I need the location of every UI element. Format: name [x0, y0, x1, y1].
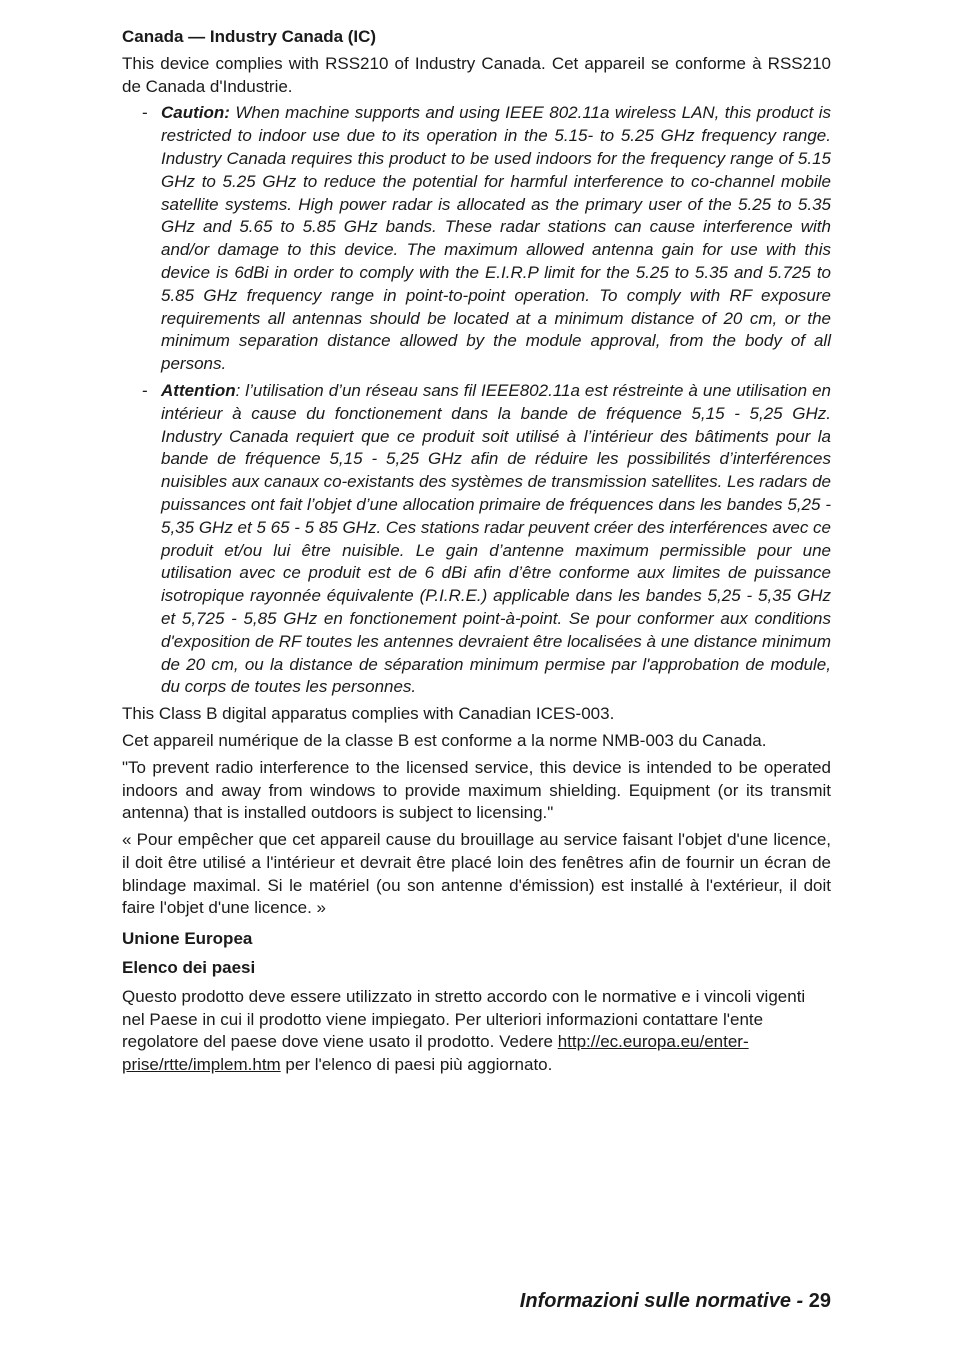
attention-label: Attention [161, 380, 236, 400]
licensing-english: "To prevent radio interference to the licensed service, this device is intended to be operated indoors and away from windows to provide maximum shielding. Equipment (or its transmit antenna) that is installed outdoors is subject to licensing." [122, 757, 831, 823]
class-b-french: Cet appareil numérique de la classe B est conforme a la norme NMB-003 du Canada. [122, 730, 767, 750]
caution-label: Caution: [161, 103, 230, 123]
eu-implementation-link[interactable]: http://ec.europa.eu/enterprise/rtte/implem.htm [122, 1032, 749, 1075]
class-b-english: This Class B digital apparatus complies with Canadian ICES-003. [122, 704, 615, 724]
page-number: 29 [808, 1290, 831, 1312]
caution-text: When machine supports and using IEEE 802.11a wireless LAN, this product is restricted to indoor use due to its operation in the 5.15- to 5.25 GHz frequency range. Industry Canada requires this product to be used indoors for the frequency range of 5.15 GHz to 5.25 GHz to reduce the potential for harmful interference to co-channel mobile satellite systems. High power radar is allocated as the primary user of the 5.25 to 5.35 GHz and 5.65 to 5.85 GHz bands. These radar stations can cause interference with and/or damage to this device. The maximum allowed antenna gain for use with this device is 6dBi in order to comply with the E.I.R.P limit for the 5.25 to 5.35 and 5.725 to 5.85 GHz frequency range in point-to-point operation. To comply with RF exposure requirements all antennas should be located at a minimum distance of 20 cm, or the minimum separation distance allowed by the module approval, from the body of all persons. [161, 103, 831, 374]
eu-heading: Unione Europea [122, 929, 253, 949]
canada-intro: This device complies with RSS210 of Industry Canada. Cet appareil se conforme à RSS210 de Canada d'Industrie. [122, 53, 831, 96]
caution-note [122, 102, 831, 376]
list-dash: - [142, 103, 148, 123]
eu-text-after: per l'elenco di paesi più aggiornato. [280, 1055, 553, 1075]
eu-paragraph [122, 986, 831, 1077]
country-list-heading: Elenco dei paesi [122, 958, 256, 978]
canada-heading: Canada — Industry Canada (IC) [122, 27, 377, 46]
attention-note [122, 380, 831, 699]
eu-text-before: Questo prodotto deve essere utilizzato in stretto accordo con le normative e i vincoli vigenti nel Paese in cui il prodotto viene impiegato. Per ulteriori informazioni contattare l'ente regolatore del paese dove viene usato il prodotto. Vedere [122, 986, 806, 1052]
licensing-french: « Pour empêcher que cet appareil cause du brouillage au service faisant l'objet d'une licence, il doit être utilisé a l'intérieur et devrait être placé loin des fenêtres afin de fournir un écran de blindage maximal. Si le matériel (ou son antenne d'émission) est installé à l'extérieur, il doit faire l'objet d'une licence. » [122, 830, 831, 918]
canada-notes-list [122, 102, 831, 699]
attention-text: : l’utilisation d’un réseau sans fil IEEE802.11a est réstreinte à une utilisation en intérieur à cause du fonctionement dans la bande de fréquence 5,15 - 5,25 GHz. Industry Canada requiert que ce produit soit utilisé à l’intérieur des bâtiments pour la bande de fréquence 5,15 - 5,25 GHz afin de réduire les possibilités d’interférences nuisibles aux canaux co-existants des systèmes de transmission satellites. Les radars de puissances ont fait l’objet d’une allocation primaire de fréquences dans les bandes 5,25 - 5,35 GHz et 5 65 - 5 85 GHz. Ces stations radar peuvent créer des interférences avec ce produit et/ou lui être nuisible. Le gain d’antenne maximum permissible pour une utilisation avec ce produit est de 6 dBi afin d’être conforme aux limites de puissance isotropique rayonnée équivalente (P.I.R.E.) applicable dans les bandes 5,25 - 5,35 GHz et 5,725 - 5,85 GHz en fonctionement point-à-point. Se pour conformer aux conditions d'exposition de RF toutes les antennes devraient être localisées à une distance minimum de 20 cm, ou la distance de séparation minimum permise par l'approbation de module, du corps de toutes les personnes. [161, 380, 831, 697]
footer-title: Informazioni sulle normative - [519, 1290, 804, 1312]
page-footer [520, 1290, 831, 1313]
list-dash: - [142, 380, 148, 400]
document-body [122, 26, 831, 1081]
